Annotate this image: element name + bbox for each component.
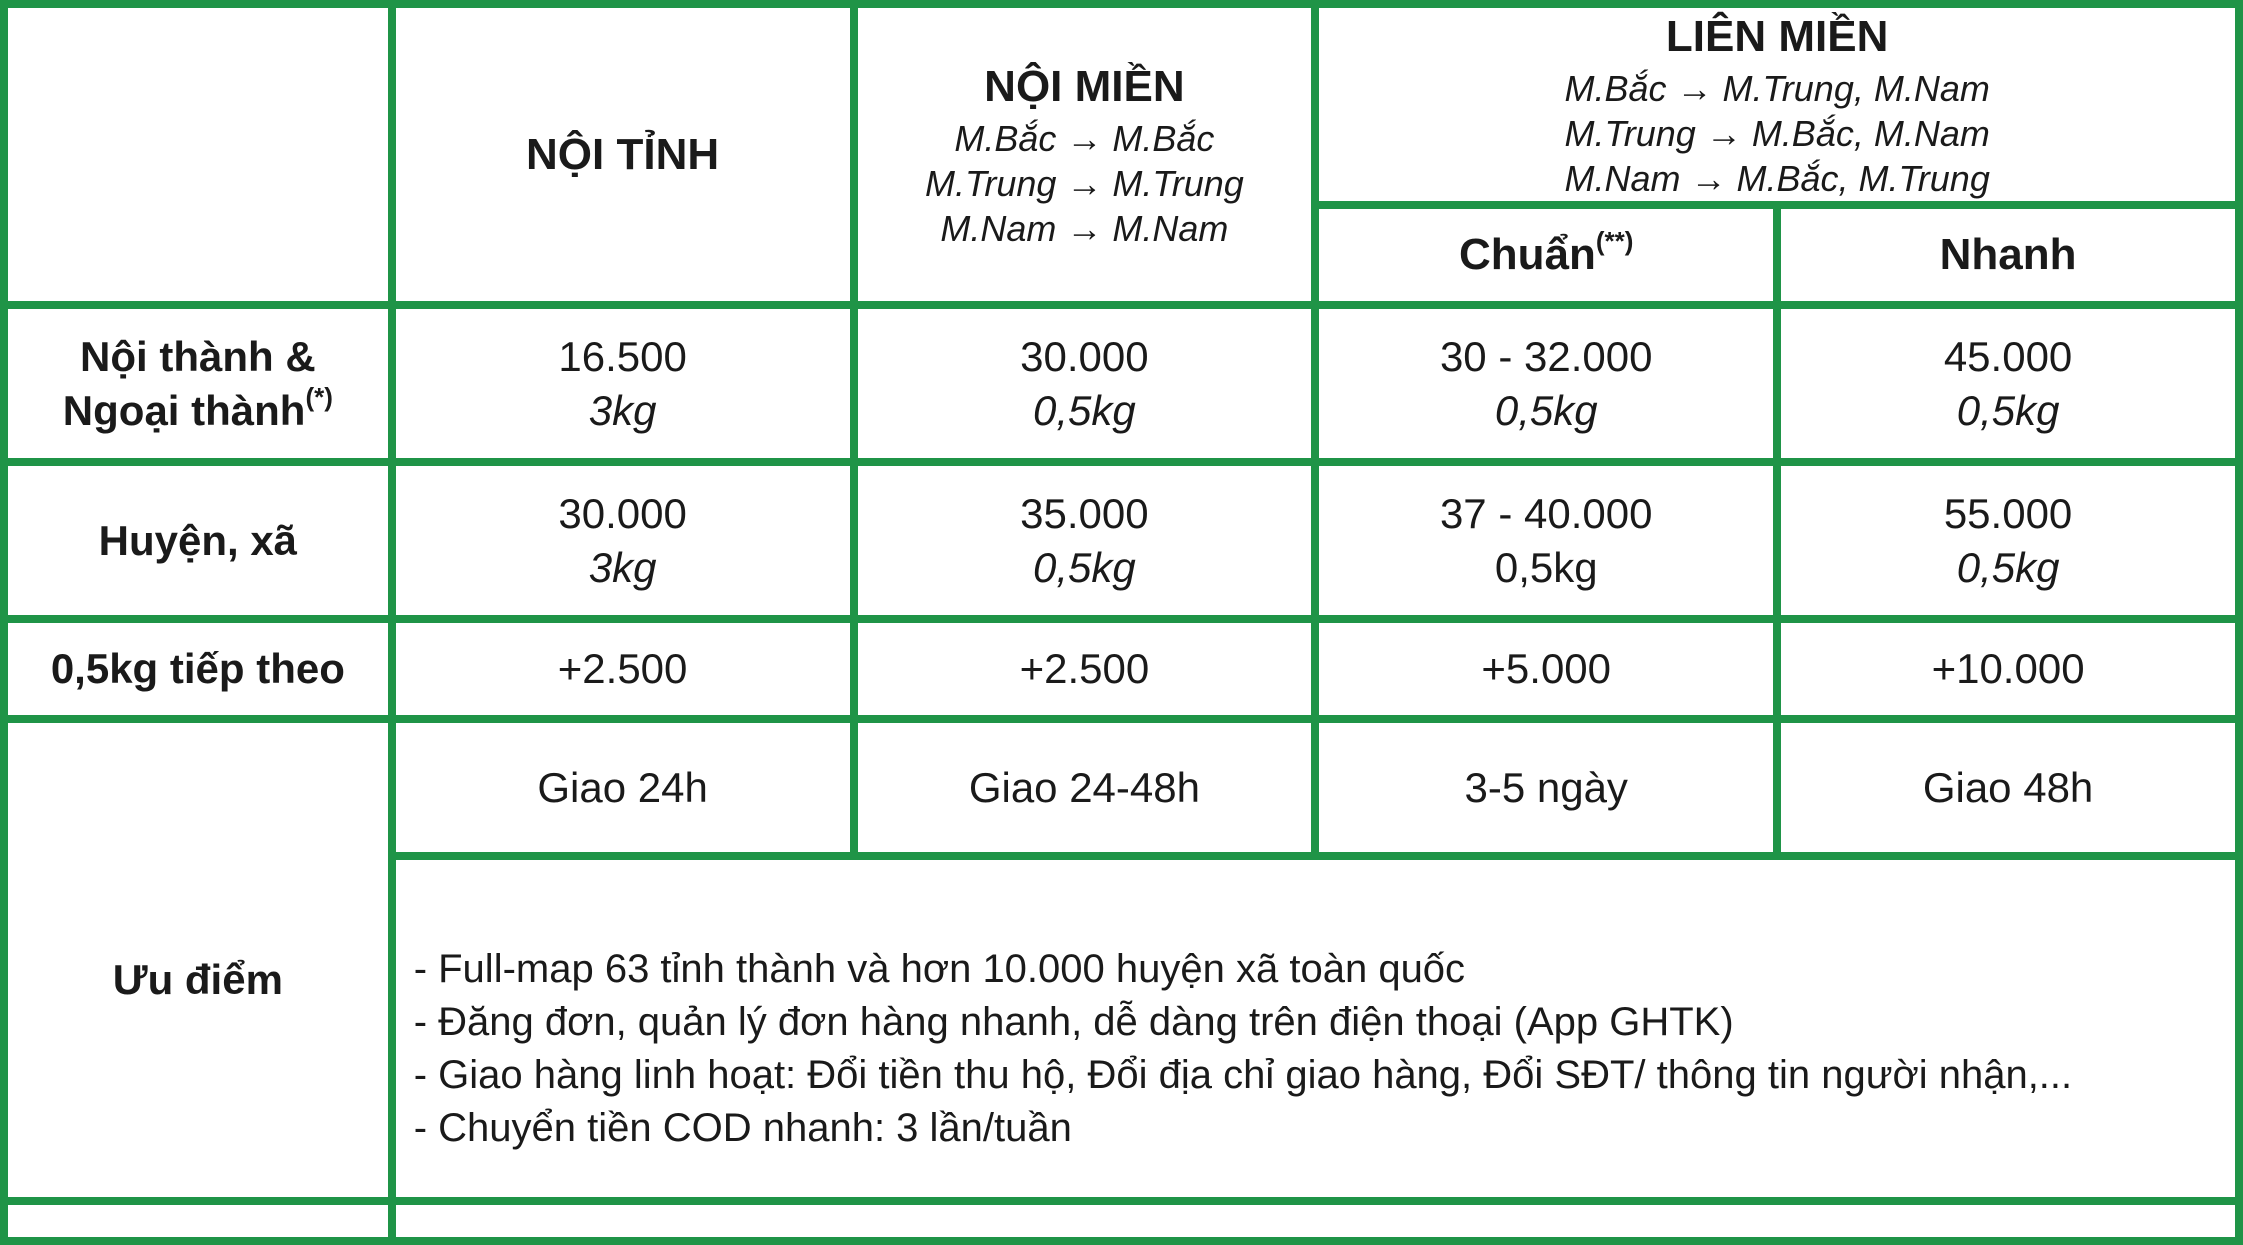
list-item: - Full-map 63 tỉnh thành và hơn 10.000 huyện xã toàn quốc xyxy=(413,946,1466,991)
header-noi-mien-route: M.Nam → M.Nam xyxy=(940,208,1229,249)
row-label-text: Ưu điểm xyxy=(112,956,283,1003)
delivery-time-cell: Giao 24h xyxy=(392,719,854,856)
price-value: 35.000 xyxy=(1020,489,1149,537)
header-lien-mien-title: LIÊN MIỀN xyxy=(1665,12,1889,61)
header-noi-mien-title: NỘI MIỀN xyxy=(984,62,1185,111)
weight-value: 0,5kg xyxy=(1956,386,2060,434)
header-noi-mien-route: M.Bắc → M.Bắc xyxy=(954,118,1215,159)
list-item: - Đăng đơn, quản lý đơn hàng nhanh, dễ dàng trên điện thoại (App GHTK) xyxy=(413,999,1734,1044)
list-item: - Giao hàng linh hoạt: Đổi tiền thu hộ, Đổi địa chỉ giao hàng, Đổi SĐT/ thông tin người nhận,... xyxy=(413,1052,2073,1097)
weight-value: 0,5kg xyxy=(1033,543,1136,591)
delivery-time-cell: Giao 24-48h xyxy=(854,719,1316,856)
price-value: 45.000 xyxy=(1943,332,2073,380)
delivery-time-cell: 3-5 ngày xyxy=(1315,719,1777,856)
header-chuan-footnote: (**) xyxy=(1595,226,1634,256)
list-item: - Chuyển tiền COD nhanh: 3 lần/tuần xyxy=(413,1105,1072,1150)
weight-value: 3kg xyxy=(588,543,657,591)
row-label-line: Ngoại thành xyxy=(62,386,306,434)
header-noi-mien-route: M.Trung → M.Trung xyxy=(925,163,1244,204)
header-noi-tinh-title: NỘI TỈNH xyxy=(526,129,720,179)
weight-value: 0,5kg xyxy=(1494,386,1598,434)
weight-value: 0,5kg xyxy=(1033,386,1136,434)
delivery-time-cell: Giao 48h xyxy=(1777,719,2239,856)
row-label-text: 0,5kg tiếp theo xyxy=(50,645,345,692)
weight-value: 3kg xyxy=(588,386,657,434)
weight-value: 0,5kg xyxy=(1494,543,1598,591)
price-value: 55.000 xyxy=(1943,489,2073,537)
price-value: 30.000 xyxy=(1020,332,1149,380)
weight-value: 0,5kg xyxy=(1956,543,2060,591)
header-lien-mien-route: M.Bắc → M.Trung, M.Nam xyxy=(1564,68,1990,109)
surcharge-cell: +10.000 xyxy=(1777,619,2239,719)
price-value: 30 - 32.000 xyxy=(1439,332,1653,380)
header-lien-mien-route: M.Nam → M.Bắc, M.Trung xyxy=(1564,158,1990,199)
price-value: 37 - 40.000 xyxy=(1439,489,1653,537)
row-label-line: Nội thành & xyxy=(80,332,316,380)
row-label-footnote: (*) xyxy=(305,381,333,412)
surcharge-cell: +2.500 xyxy=(392,619,854,719)
row-label-text: Huyện, xã xyxy=(98,516,298,564)
price-value: 30.000 xyxy=(558,489,687,537)
header-chuan-label: Chuẩn xyxy=(1458,230,1596,279)
header-lien-mien-route: M.Trung → M.Bắc, M.Nam xyxy=(1564,113,1990,154)
price-value: 16.500 xyxy=(558,332,687,380)
surcharge-cell: +5.000 xyxy=(1315,619,1777,719)
header-nhanh-label: Nhanh xyxy=(1939,230,2077,279)
surcharge-cell: +2.500 xyxy=(854,619,1316,719)
